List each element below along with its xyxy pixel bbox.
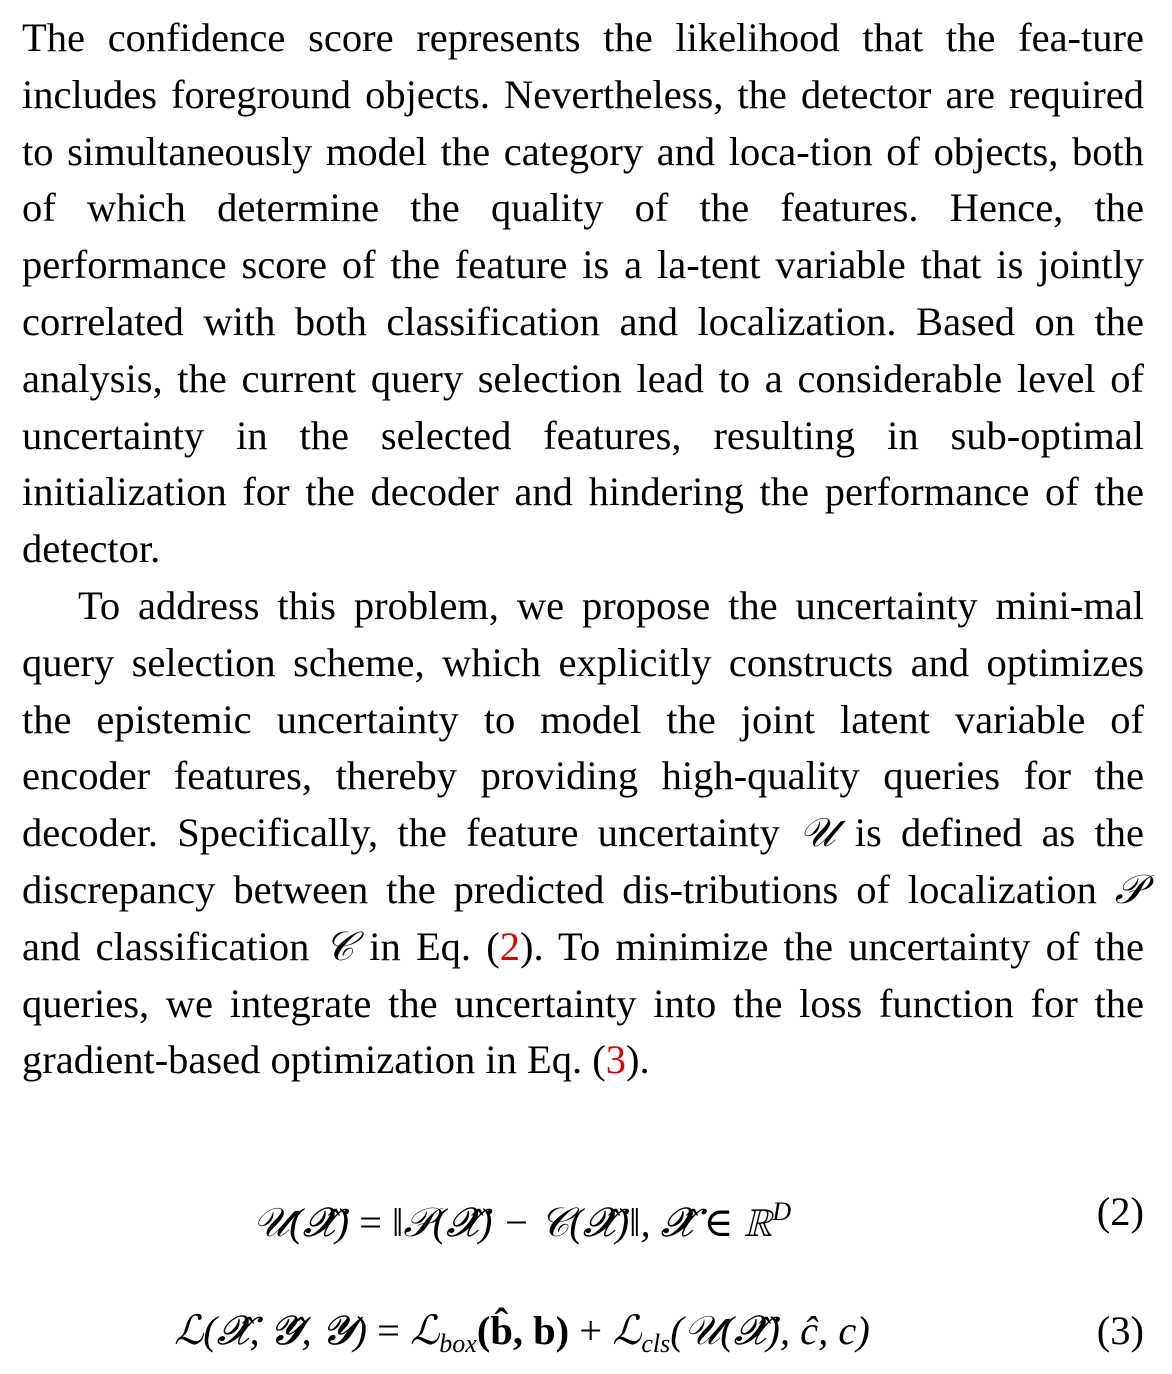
equation-2-equals: = xyxy=(348,1200,393,1245)
equation-2-expression xyxy=(22,1182,1022,1253)
equation-3-arg-cls: (𝒰(𝓧̂), ĉ, c) xyxy=(670,1308,870,1353)
equation-2 xyxy=(22,1182,1144,1245)
paragraph-2 xyxy=(22,578,1144,1089)
equation-ref-2-link[interactable]: 2 xyxy=(499,923,520,969)
paragraph-2-text-b: is defined as the discrepancy between the predicted dis-tributions of localization xyxy=(22,810,1145,912)
equation-ref-3-link[interactable]: 3 xyxy=(605,1037,626,1083)
equation-2-number: (2) xyxy=(1096,1189,1144,1234)
classification-symbol: 𝒞 xyxy=(324,923,355,969)
equation-3-arg-box: (b̂, b) xyxy=(476,1308,570,1353)
paragraph-2-text-f: ). xyxy=(625,1037,650,1083)
equation-2-superscript: D xyxy=(772,1197,792,1226)
equation-3-plus: + xyxy=(569,1308,613,1353)
equation-3-loss-box: ℒ xyxy=(410,1308,440,1353)
localization-symbol: 𝒫 xyxy=(1114,866,1144,912)
paragraph-1 xyxy=(22,10,1144,578)
paragraph-2-text-a: To address this problem, we propose the uncertainty mini-mal query selection scheme, which explicitly constructs and optimizes the epistemic uncertainty to model the joint latent variable of encoder features, thereby providing high-quality queries for the decoder. Specifically, the feature uncertainty xyxy=(22,582,1144,856)
equation-3-lhs: ℒ(𝓧̂, 𝓨̂, 𝓨) xyxy=(174,1308,368,1353)
paragraph-2-text-e: ). To minimize the uncertainty of the queries, we integrate the uncertainty into the loss function for the gradient-based optimization in Eq. ( xyxy=(22,923,1144,1083)
paragraph-1-text: The confidence score represents the likelihood that the fea-ture includes foreground objects. Nevertheless, the detector are required to simultaneously model the category and loca-tion of objects, both of which determine the quality of the features. Hence, the performance score of the feature is a la-tent variable that is jointly correlated with both classification and localization. Based on the analysis, the current query selection lead to a considerable level of uncertainty in the selected features, resulting in sub-optimal initialization for the decoder and hindering the performance of the detector. xyxy=(22,15,1144,572)
uncertainty-symbol: 𝒰 xyxy=(799,810,836,856)
equation-3-loss-cls: ℒ xyxy=(612,1308,642,1353)
equation-3-equals: = xyxy=(367,1308,411,1353)
equation-3-expression xyxy=(22,1301,1022,1374)
equation-3-number: (3) xyxy=(1096,1308,1144,1353)
equation-3-sub-box: box xyxy=(439,1329,477,1358)
paragraph-2-text-c: and classification xyxy=(22,923,325,969)
equation-3-sub-cls: cls xyxy=(641,1329,671,1358)
paper-page xyxy=(22,10,1145,1358)
equation-3 xyxy=(22,1301,1144,1361)
paragraph-2-text-d: in Eq. ( xyxy=(354,923,500,969)
equation-2-lhs: 𝒰(𝓧̂) xyxy=(252,1200,349,1245)
equation-2-rhs: ‖𝒫(𝓧̂) − 𝒞(𝓧̂)‖, 𝓧̂ ∈ ℝ xyxy=(392,1200,773,1245)
